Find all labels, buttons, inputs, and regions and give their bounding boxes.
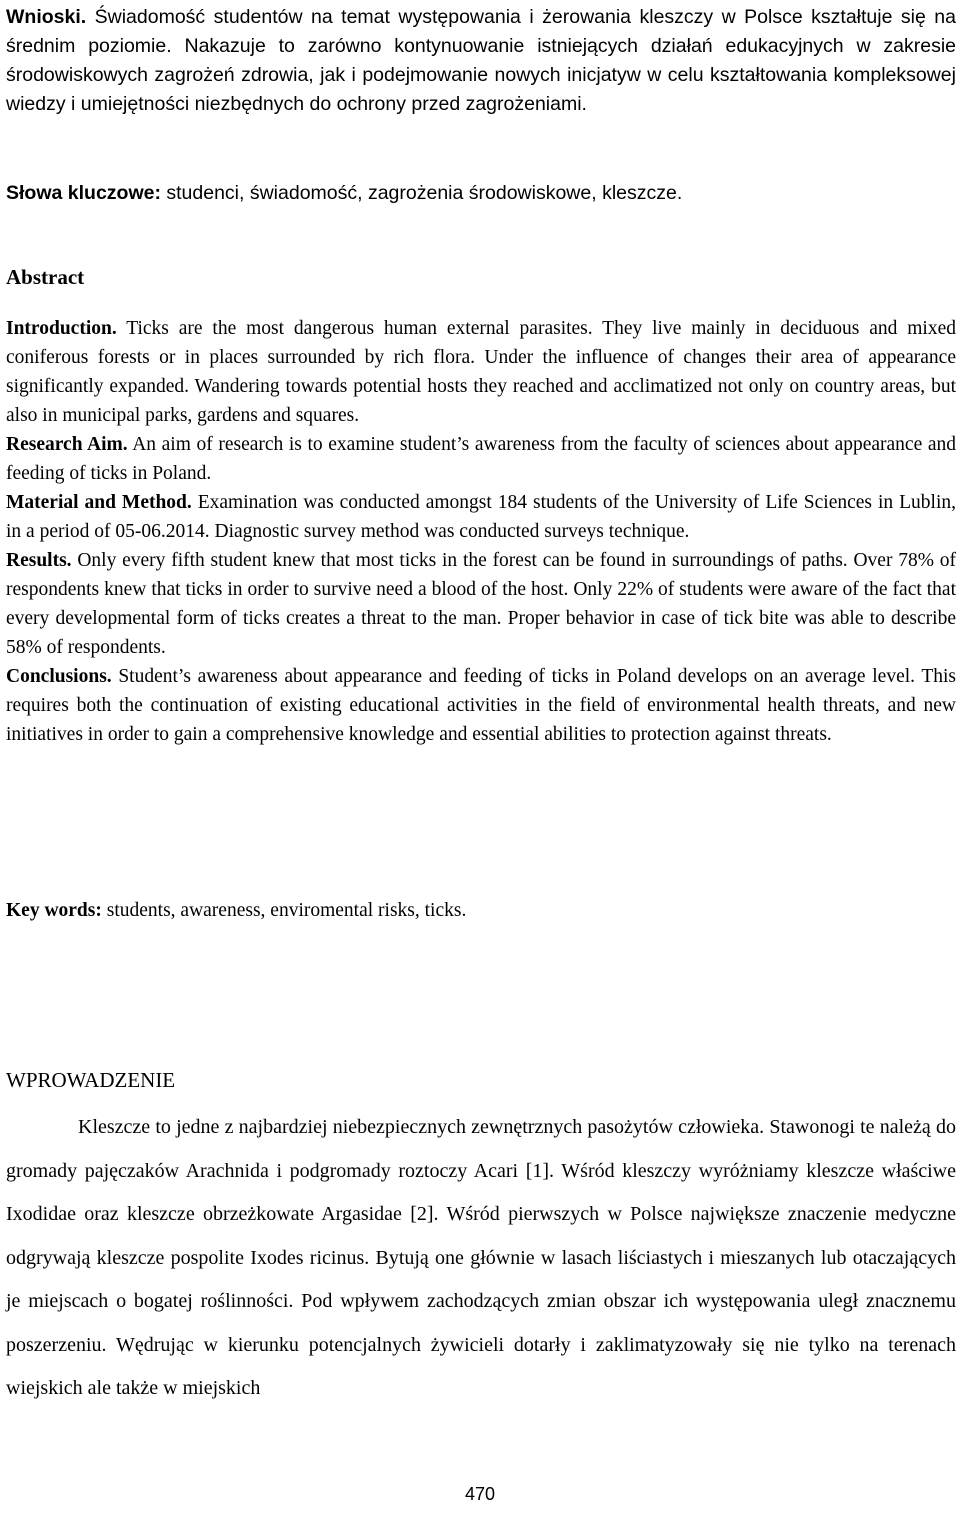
abstract-method-text: Examination was conducted amongst 184 students of the University of Life Sciences in Lublin, in a period of 05-06.2014. Diagnostic survey method was conducted surveys technique. xyxy=(6,492,956,542)
abstract-conclusions-label: Conclusions. xyxy=(6,666,112,687)
abstract-body xyxy=(6,314,956,749)
abstract-results-text: Only every fifth student knew that most ticks in the forest can be found in surroundings of paths. Over 78% of respondents knew that ticks in order to survive need a blood of the host. Only 22% of students were aware of the fact that every developmental form of ticks creates a threat to the man. Proper behavior in case of tick bite was able to describe 58% of respondents. xyxy=(6,550,956,658)
abstract-method-label: Material and Method. xyxy=(6,492,192,513)
abstract-method xyxy=(6,488,956,546)
abstract-keywords-paragraph xyxy=(6,896,956,925)
pl-keywords-paragraph xyxy=(6,179,956,208)
introduction-paragraph: Kleszcze to jedne z najbardziej niebezpiecznych zewnętrznych pasożytów człowieka. Stawonogi te należą do gromady pajęczaków Arachnida i podgromady roztoczy Acari [1]. Wśród kleszczy wyróżniamy kleszcze właściwe Ixodidae oraz kleszcze obrzeżkowate Argasidae [2]. Wśród pierwszych w Polsce największe znaczenie medyczne odgrywają kleszcze pospolite Ixodes ricinus. Bytują one głównie w lasach liściastych i mieszanych lub otaczających je miejscach o bogatej roślinności. Pod wpływem zachodzących zmian obszar ich występowania uległ znacznemu poszerzeniu. Wędrując w kierunku potencjalnych żywicieli dotarły i zaklimatyzowały się nie tylko na terenach wiejskich ale także w miejskich xyxy=(6,1116,956,1399)
abstract-heading: Abstract xyxy=(6,265,85,289)
introduction-heading: WPROWADZENIE xyxy=(6,1068,176,1092)
abstract-aim-label: Research Aim. xyxy=(6,434,128,455)
abstract-introduction xyxy=(6,314,956,430)
abstract-keywords-label: Key words: xyxy=(6,900,102,921)
abstract-introduction-label: Introduction. xyxy=(6,318,117,339)
abstract-aim-text: An aim of research is to examine student’s awareness from the faculty of sciences about appearance and feeding of ticks in Poland. xyxy=(6,434,956,484)
pl-keywords-text: studenci, świadomość, zagrożenia środowiskowe, kleszcze. xyxy=(160,182,683,204)
page-number: 470 xyxy=(464,1484,496,1504)
abstract-aim xyxy=(6,430,956,488)
abstract-results xyxy=(6,546,956,662)
abstract-keywords-text: students, awareness, enviromental risks, ticks. xyxy=(101,900,467,921)
pl-conclusions-text: Świadomość studentów na temat występowania i żerowania kleszczy w Polsce kształtuje się na średnim poziomie. Nakazuje to zarówno kontynuowanie istniejących działań edukacyjnych w zakresie środowiskowych zagrożeń zdrowia, jak i podejmowanie nowych inicjatyw w celu kształtowania kompleksowej wiedzy i umiejętności niezbędnych do ochrony przed zagrożeniami. xyxy=(6,6,956,115)
abstract-introduction-text: Ticks are the most dangerous human external parasites. They live mainly in deciduous and mixed coniferous forests or in places surrounded by rich flora. Under the influence of changes their area of appearance significantly expanded. Wandering towards potential hosts they reached and acclimatized not only on country areas, but also in municipal parks, gardens and squares. xyxy=(6,318,956,426)
pl-conclusions-label: Wnioski. xyxy=(6,6,87,28)
pl-conclusions-paragraph xyxy=(6,3,956,119)
abstract-conclusions xyxy=(6,662,956,749)
abstract-conclusions-text: Student’s awareness about appearance and feeding of ticks in Poland develops on an average level. This requires both the continuation of existing educational activities in the field of environmental health threats, and new initiatives in order to gain a comprehensive knowledge and essential abilities to protection against threats. xyxy=(6,666,956,745)
pl-keywords-label: Słowa kluczowe: xyxy=(6,182,161,204)
abstract-results-label: Results. xyxy=(6,550,72,571)
